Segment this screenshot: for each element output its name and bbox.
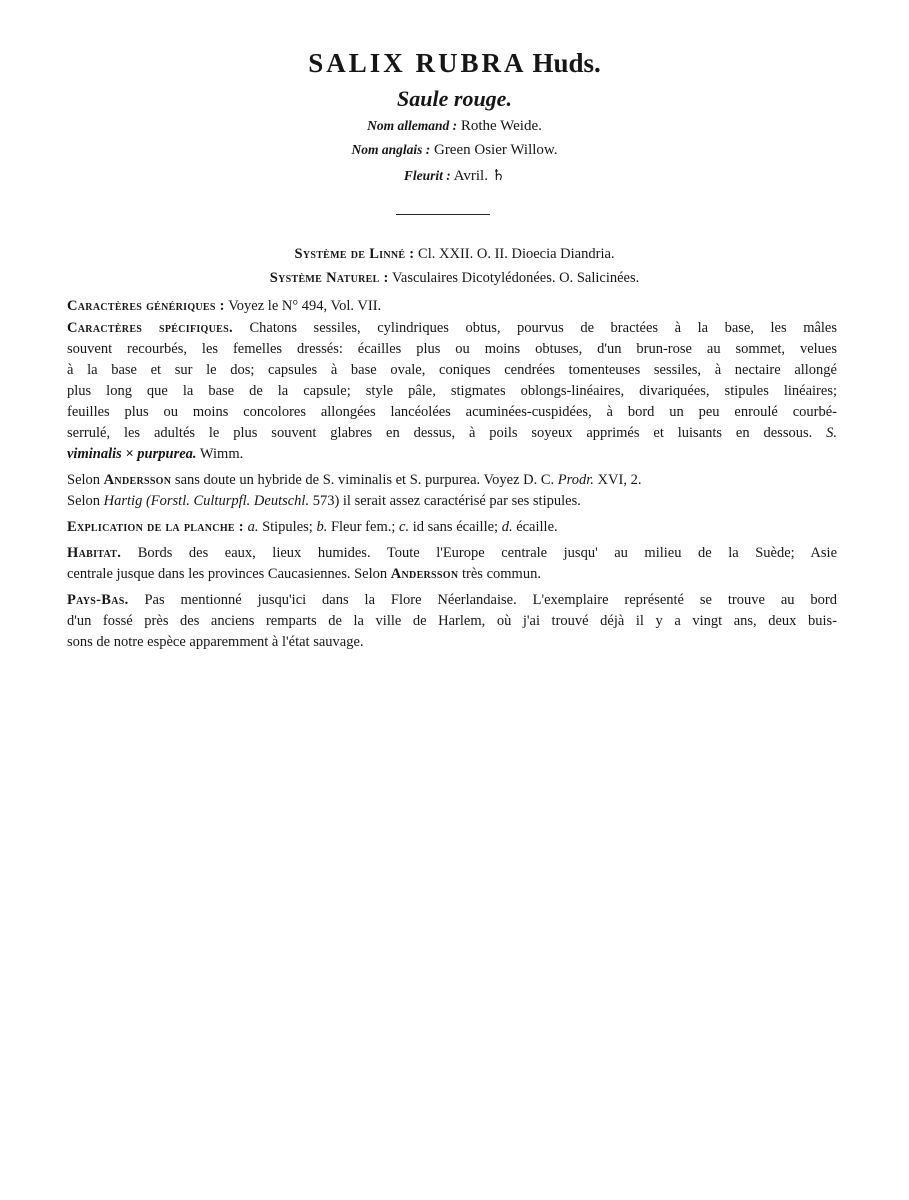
reference-title: Prodr.	[557, 472, 594, 488]
figure-caption: écaille.	[516, 519, 558, 535]
andersson-text: sans doute un hybride de S. viminalis et S. purpurea. Voyez D. C.	[174, 472, 555, 488]
specific-characters-line	[67, 444, 837, 464]
netherlands-line: sons de notre espèce apparemment à l'état sauvage.	[67, 634, 364, 650]
shrub-symbol-icon: ♄	[491, 168, 506, 184]
species-name: SALIX RUBRA	[308, 48, 527, 78]
figure-caption: id sans écaille;	[412, 519, 499, 535]
hartig-text: Selon	[67, 493, 101, 509]
figure-letter: a.	[247, 519, 259, 535]
plate-explanation-label: Explication de la planche :	[67, 519, 244, 535]
english-name-line	[0, 142, 909, 159]
header-divider	[396, 214, 490, 215]
hybrid-formula: viminalis × purpurea.	[67, 446, 197, 462]
plate-explanation-line	[67, 517, 837, 537]
page-title	[0, 48, 909, 79]
specific-characters-line: à la base et sur le dos; capsules à base ovale, coniques cendrées tomenteuses sessiles, à nectaire allongé	[67, 362, 837, 378]
specific-characters-line	[67, 318, 837, 338]
andersson-text: Selon	[67, 472, 101, 488]
generic-characters-line	[67, 296, 837, 316]
flowering-value: Avril.	[453, 168, 488, 184]
author-name: Andersson	[390, 566, 459, 582]
generic-characters-value: Voyez le N° 494, Vol. VII.	[228, 298, 382, 314]
natural-system-value: Vasculaires Dicotylédonées. O. Salicinées.	[392, 270, 640, 286]
specific-characters-line: feuilles plus ou moins concolores allongées lancéolées acuminées-cuspidées, à bord un peu enroulé courbé-	[67, 404, 837, 420]
author-name: Andersson	[103, 472, 172, 488]
figure-caption: Fleur fem.;	[330, 519, 396, 535]
netherlands-text: Pas mentionné jusqu'ici dans la Flore Néerlandaise. L'exemplaire représenté se trouve au bord	[144, 592, 837, 608]
natural-system-label: Système Naturel :	[269, 270, 389, 286]
habitat-text: très commun.	[462, 566, 541, 582]
reference-title: (Forstl. Culturpfl. Deutschl.	[145, 493, 310, 509]
netherlands-line: d'un fossé près des anciens remparts de la ville de Harlem, où j'ai trouvé déjà il y a vingt ans, deux buis-	[67, 613, 837, 629]
hartig-text: 573) il serait assez caractérisé par ses stipules.	[312, 493, 581, 509]
hybrid-author: Wimm.	[199, 446, 244, 462]
specific-characters-text: Chatons sessiles, cylindriques obtus, pourvus de bractées à la base, les mâles	[249, 320, 838, 336]
andersson-note-line	[67, 470, 837, 490]
species-author: Huds.	[532, 48, 601, 78]
figure-letter: c.	[399, 519, 410, 535]
specific-characters-line	[67, 423, 837, 443]
english-name-value: Green Osier Willow.	[433, 142, 558, 158]
figure-letter: d.	[501, 519, 513, 535]
habitat-label: Habitat.	[67, 545, 122, 561]
linne-system-label: Système de Linné :	[294, 246, 415, 262]
netherlands-line	[67, 590, 837, 610]
specific-characters-text: serrulé, les adultés le plus souvent glabres en dessus, à poils soyeux apprimés et luisants en dessous.	[67, 425, 813, 441]
specific-characters-label: Caractères spécifiques.	[67, 320, 233, 336]
habitat-line	[67, 543, 837, 563]
german-name-line	[0, 118, 909, 135]
hartig-note-line	[67, 491, 837, 511]
habitat-line	[67, 564, 837, 584]
german-name-value: Rothe Weide.	[460, 118, 542, 134]
hybrid-genus-abbrev: S.	[826, 425, 838, 441]
generic-characters-label: Caractères génériques :	[67, 298, 225, 314]
habitat-text: Bords des eaux, lieux humides. Toute l'Europe centrale jusqu' au milieu de la Suède; Asie	[137, 545, 838, 561]
author-name: Hartig	[103, 493, 143, 509]
figure-letter: b.	[316, 519, 328, 535]
natural-system-line	[0, 270, 909, 287]
english-name-label: Nom anglais :	[351, 142, 431, 157]
netherlands-label: Pays-Bas.	[67, 592, 129, 608]
andersson-text: XVI, 2.	[597, 472, 642, 488]
linne-system-line	[0, 246, 909, 263]
flowering-line	[0, 166, 909, 185]
specific-characters-line: souvent recourbés, les femelles dressés: écailles plus ou moins obtuses, d'un brun-rose au sommet, velues	[67, 341, 837, 357]
specific-characters-line: plus long que la base de la capsule; style pâle, stigmates oblongs-linéaires, divariquées, stipules linéaires;	[67, 383, 837, 399]
figure-caption: Stipules;	[262, 519, 313, 535]
flowering-label: Fleurit :	[403, 168, 451, 183]
common-name-subtitle: Saule rouge.	[397, 86, 512, 111]
habitat-text: centrale jusque dans les provinces Caucasiennes. Selon	[67, 566, 388, 582]
linne-system-value: Cl. XXII. O. II. Dioecia Diandria.	[418, 246, 615, 262]
german-name-label: Nom allemand :	[367, 118, 458, 133]
